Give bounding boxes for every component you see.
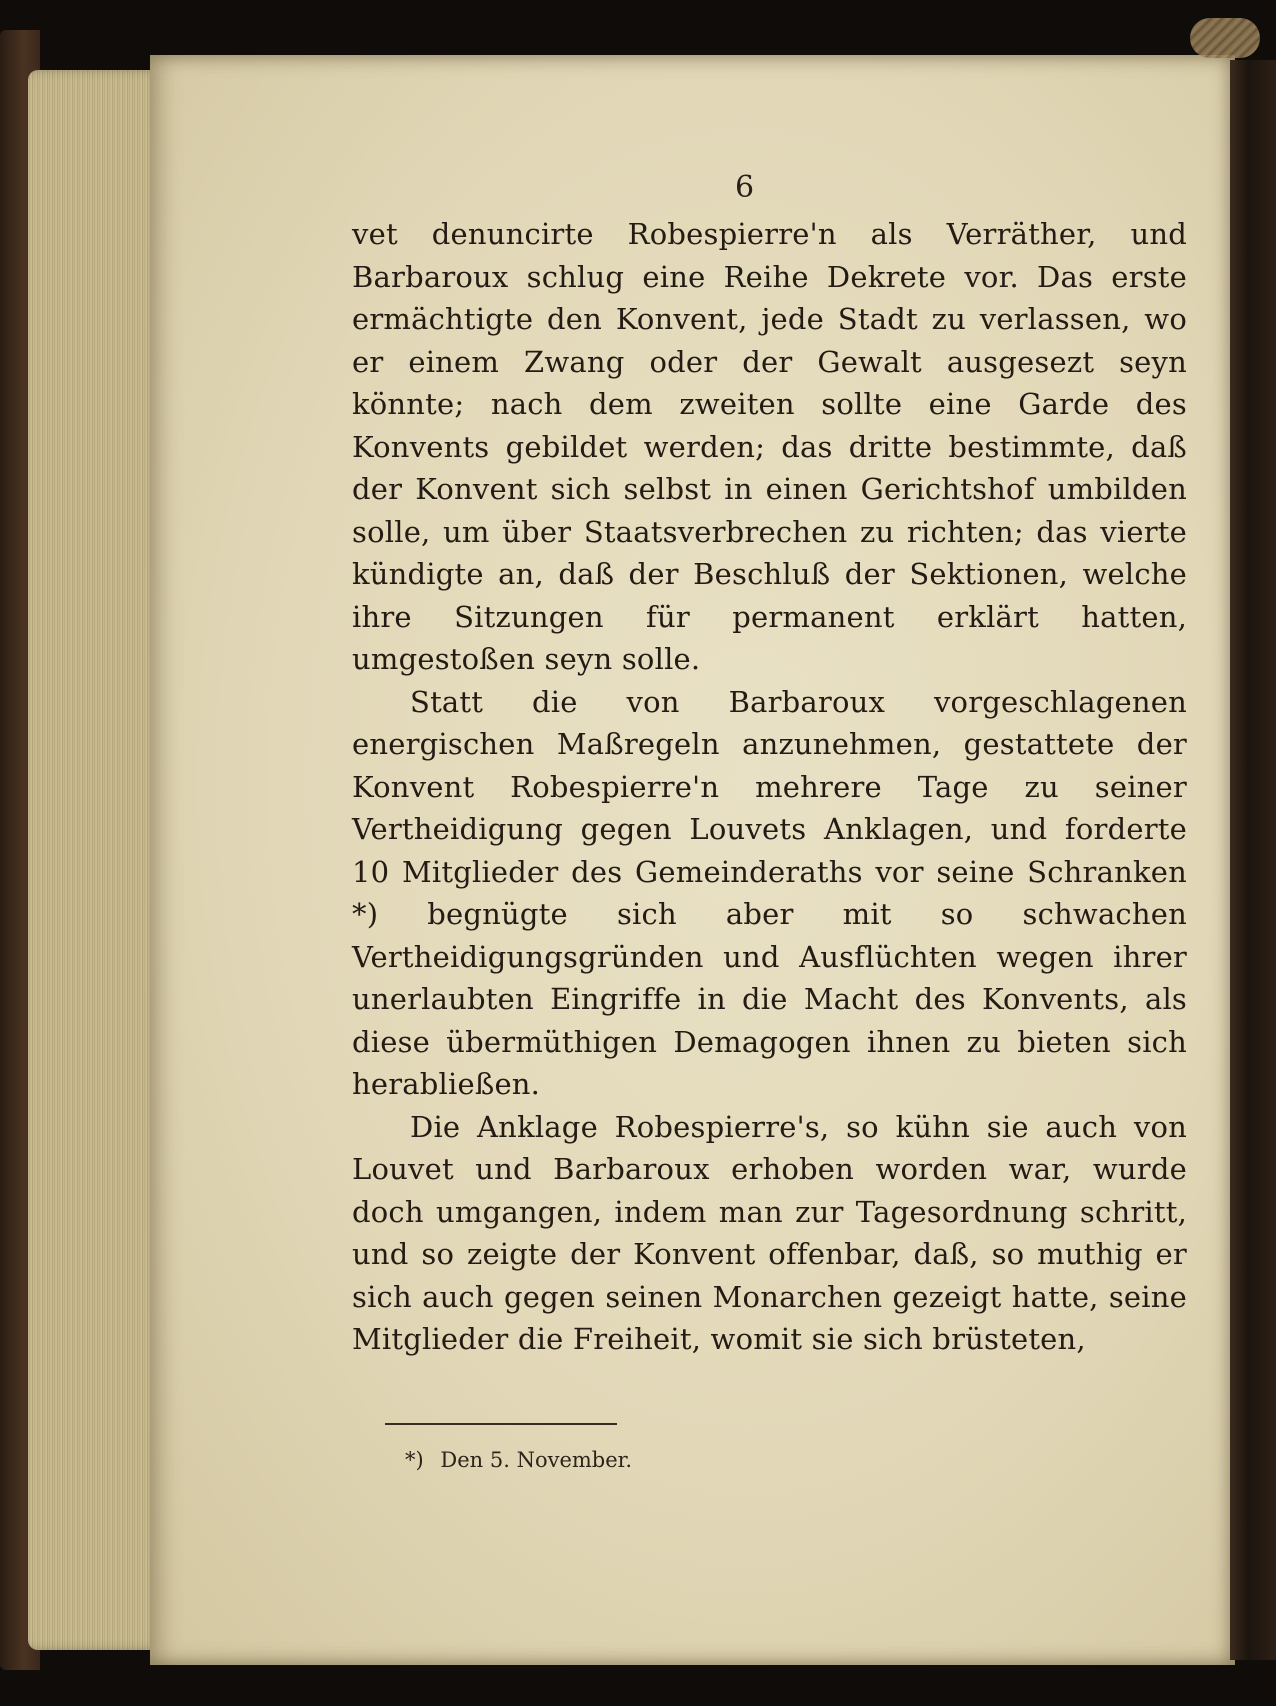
paragraph-3: Die Anklage Robespierre's, so kühn sie auch von Louvet und Barbaroux erhoben worden war, wurde doch umgangen, indem man zur Tagesordnung schritt, und so zeigte der Konvent offenbar, daß, so muthig er sich auch gegen seinen Monarchen gezeigt hatte, seine Mitglieder die Freiheit, womit sie sich brüsteten, <box>352 1109 1187 1356</box>
paragraph-2: Statt die von Barbaroux vorgeschlagenen energischen Maßregeln anzunehmen, gestattete der Konvent Robespierre'n mehrere Tage zu seiner Vertheidigung gegen Louvets Anklagen, und forderte 10 Mitglieder des Gemeinderaths vor seine Schranken *) begnügte sich aber mit so schwachen Vertheidigungsgründen und Ausflüchten wegen ihrer unerlaubten Eingriffe in die Macht des Konvents, als diese übermüthigen Demagogen ihnen zu bieten sich herabließen. <box>352 684 1187 1101</box>
bookmark-string <box>1190 18 1260 58</box>
footnote <box>405 1448 632 1472</box>
paragraph-1: vet denuncirte Robespierre'n als Verräther, und Barbaroux schlug eine Reihe Dekrete vor. Das erste ermächtigte den Konvent, jede Stadt zu verlassen, wo er einem Zwang oder der Gewalt ausgesezt seyn könnte; nach dem zweiten sollte eine Garde des Konvents gebildet werden; das dritte bestimmte, daß der Konvent sich selbst in einen Gerichtshof umbilden solle, um über Staatsverbrechen zu richten; das vierte kündigte an, daß der Beschluß der Sektionen, welche ihre Sitzungen für permanent erklärt hatten, umgestoßen seyn solle. <box>352 217 1187 676</box>
page-number: 6 <box>735 170 755 205</box>
book-gutter <box>1230 60 1276 1660</box>
page-stack-edge <box>28 70 163 1650</box>
footnote-divider <box>385 1423 617 1425</box>
body-text <box>352 213 1187 1361</box>
footnote-marker: *) <box>405 1448 424 1472</box>
footnote-text: Den 5. November. <box>440 1448 633 1472</box>
